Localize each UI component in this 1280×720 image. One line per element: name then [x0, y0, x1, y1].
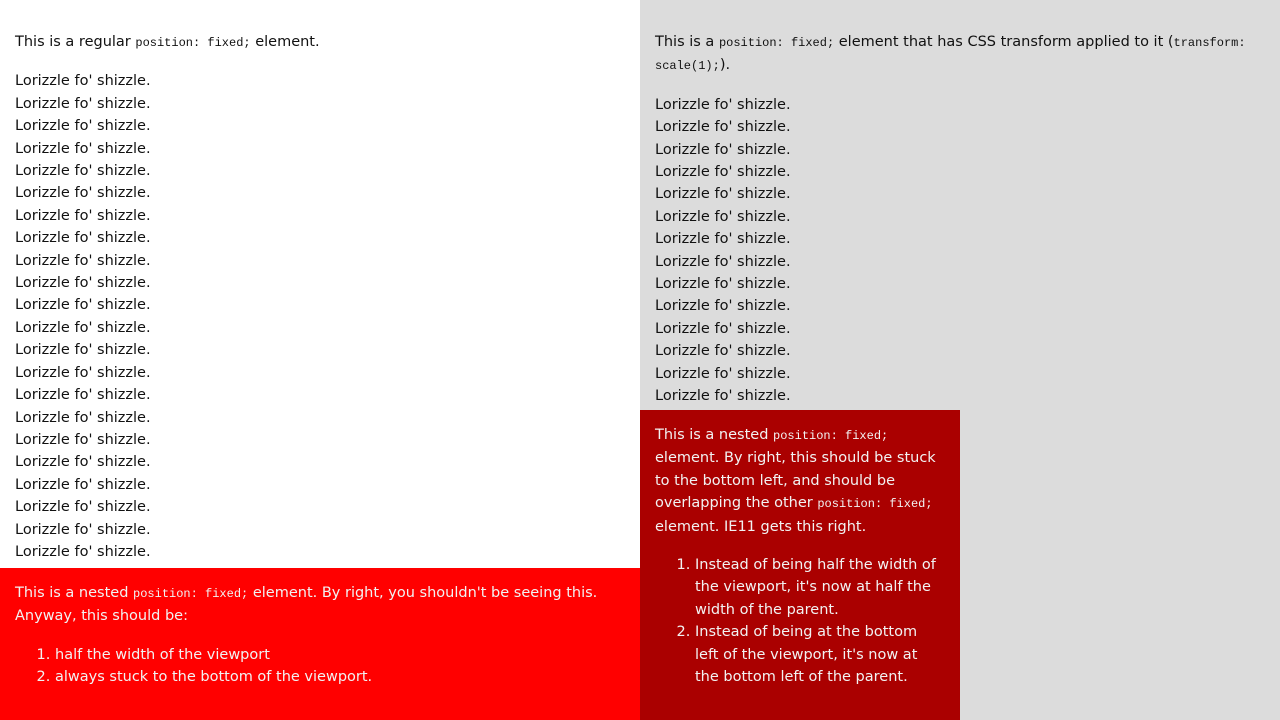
text-line: Lorizzle fo' shizzle.	[655, 276, 791, 293]
text-line: Lorizzle fo' shizzle.	[655, 119, 791, 136]
right-nested-text	[655, 424, 945, 538]
text-line: Lorizzle fo' shizzle.	[15, 140, 151, 157]
text-line: Lorizzle fo' shizzle.	[15, 409, 151, 426]
left-nested-text	[15, 582, 625, 628]
text-line: Lorizzle fo' shizzle.	[15, 297, 151, 314]
text-line: Lorizzle fo' shizzle.	[655, 164, 791, 181]
text-line: Lorizzle fo' shizzle.	[15, 364, 151, 381]
text-line: Lorizzle fo' shizzle.	[15, 230, 151, 247]
text-line: Lorizzle fo' shizzle.	[15, 342, 151, 359]
text-line: Lorizzle fo' shizzle.	[15, 543, 151, 560]
left-intro-code: position: fixed;	[135, 36, 251, 50]
list-item: 1. Instead of being half the width of the viewport, it's now at half the width of the parent.	[695, 554, 945, 621]
left-intro-after: element.	[250, 34, 320, 50]
left-intro-before: This is a regular	[15, 34, 136, 50]
text-line: Lorizzle fo' shizzle.	[655, 298, 791, 315]
list-item: 2. always stuck to the bottom of the viewport.	[55, 666, 625, 688]
right-nested-after: element. IE11 gets this right.	[655, 518, 867, 535]
text-line: Lorizzle fo' shizzle.	[15, 252, 151, 269]
right-filler-lines	[655, 94, 1265, 408]
text-line: Lorizzle fo' shizzle.	[15, 476, 151, 493]
text-line: Lorizzle fo' shizzle.	[15, 185, 151, 202]
text-line: Lorizzle fo' shizzle.	[15, 431, 151, 448]
left-intro-text	[15, 31, 625, 54]
left-filler-lines	[15, 70, 625, 563]
right-nested-fixed-box	[640, 410, 960, 720]
text-line: Lorizzle fo' shizzle.	[655, 365, 791, 382]
right-nested-middle: element. By right, this should be stuck to the bottom left, and should be overlapping the other	[655, 450, 936, 512]
right-intro-after: ).	[719, 57, 731, 74]
text-line: Lorizzle fo' shizzle.	[655, 343, 791, 360]
text-line: Lorizzle fo' shizzle.	[655, 388, 791, 405]
text-line: Lorizzle fo' shizzle.	[15, 95, 151, 112]
text-line: Lorizzle fo' shizzle.	[15, 454, 151, 471]
left-nested-code: position: fixed;	[133, 587, 249, 601]
right-intro-middle: element that has CSS transform applied to it (	[834, 34, 1174, 50]
text-line: Lorizzle fo' shizzle.	[15, 275, 151, 292]
list-item: 1. half the width of the viewport	[55, 644, 625, 666]
text-line: Lorizzle fo' shizzle.	[15, 521, 151, 538]
right-nested-before: This is a nested	[655, 427, 774, 443]
text-line: Lorizzle fo' shizzle.	[15, 207, 151, 224]
left-nested-after: element. By right, you shouldn't be seeing this. Anyway, this should be:	[15, 585, 598, 625]
text-line: Lorizzle fo' shizzle.	[15, 387, 151, 404]
right-intro-before: This is a	[655, 34, 719, 50]
left-nested-before: This is a nested	[15, 585, 134, 601]
right-nested-code-1: position: fixed;	[773, 429, 889, 443]
text-line: Lorizzle fo' shizzle.	[655, 96, 791, 113]
right-nested-code-2: position: fixed;	[817, 497, 933, 512]
text-line: Lorizzle fo' shizzle.	[15, 499, 151, 516]
right-nested-list	[655, 554, 945, 688]
text-line: Lorizzle fo' shizzle.	[655, 208, 791, 225]
text-line: Lorizzle fo' shizzle.	[655, 141, 791, 158]
left-nested-fixed-box	[0, 568, 640, 720]
text-line: Lorizzle fo' shizzle.	[655, 186, 791, 203]
text-line: Lorizzle fo' shizzle.	[15, 319, 151, 336]
text-line: Lorizzle fo' shizzle.	[655, 320, 791, 337]
right-intro-code-position: position: fixed;	[718, 36, 835, 50]
text-line: Lorizzle fo' shizzle.	[15, 73, 151, 90]
right-intro-code-transform: transform: scale(1);	[655, 36, 1246, 74]
left-nested-list	[15, 644, 625, 689]
list-item: 2. Instead of being at the bottom left of the viewport, it's now at the bottom left of the parent.	[695, 621, 945, 688]
text-line: Lorizzle fo' shizzle.	[655, 253, 791, 270]
right-intro-text	[655, 31, 1265, 78]
text-line: Lorizzle fo' shizzle.	[15, 163, 151, 180]
transformed-fixed-panel	[640, 0, 1280, 720]
text-line: Lorizzle fo' shizzle.	[655, 231, 791, 248]
text-line: Lorizzle fo' shizzle.	[15, 118, 151, 135]
